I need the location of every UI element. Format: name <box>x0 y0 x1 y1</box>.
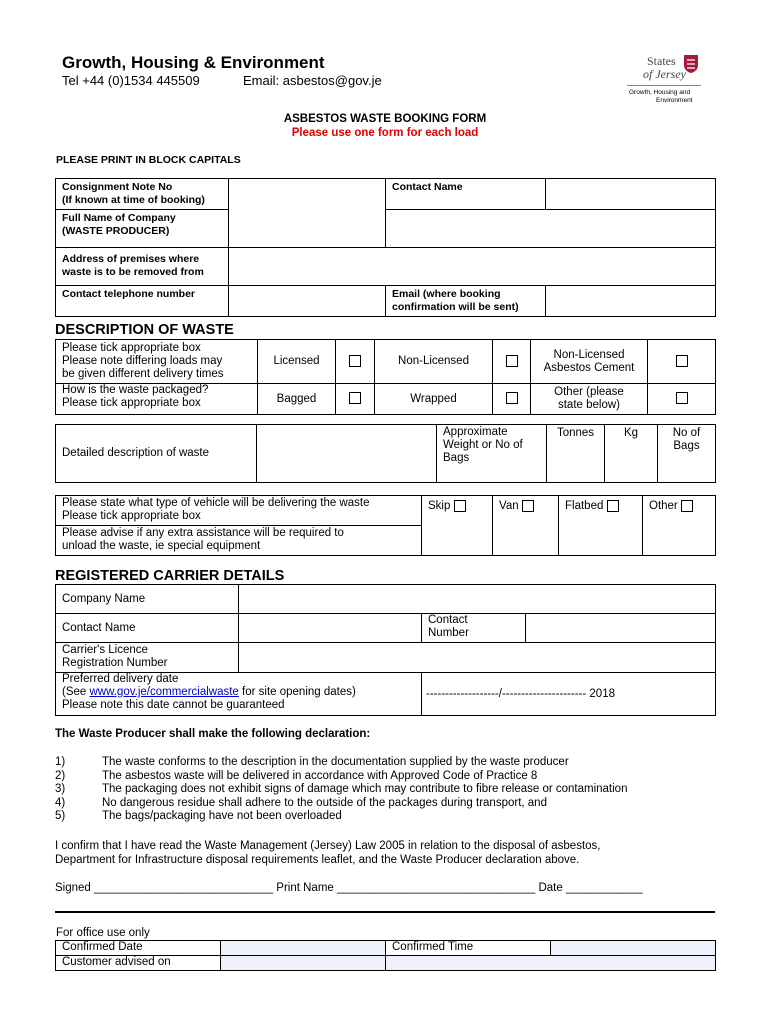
flatbed-option[interactable]: Flatbed <box>559 496 643 556</box>
logo-line2: of Jersey <box>643 67 686 81</box>
checkbox-icon[interactable] <box>506 392 518 404</box>
list-item: 5) The bags/packaging have not been overloaded <box>55 810 342 822</box>
form-title: ASBESTOS WASTE BOOKING FORM <box>283 113 487 125</box>
logo-line1: States <box>647 54 676 68</box>
licensed-checkbox[interactable] <box>336 340 375 384</box>
list-item: 3) The packaging does not exhibit signs of damage which may contribute to fibre release or contamination <box>55 783 628 795</box>
assistance-instructions: Please advise if any extra assistance will be required to unload the waste, ie special equipment <box>56 526 422 556</box>
waste-detail-table <box>55 424 716 483</box>
checkbox-icon[interactable] <box>506 355 518 367</box>
contact-name-label: Contact Name <box>386 179 546 210</box>
logo-sub1: Growth, Housing and <box>629 89 691 96</box>
office-table <box>55 940 716 971</box>
list-item: 2) The asbestos waste will be delivered in accordance with Approved Code of Practice 8 <box>55 769 538 782</box>
licence-label: Carrier's Licence Registration Number <box>56 643 239 673</box>
commercial-waste-link[interactable]: www.gov.je/commercialwaste <box>89 686 239 698</box>
non-licensed-checkbox[interactable] <box>493 340 531 384</box>
consignment-input[interactable] <box>229 179 386 248</box>
declaration-heading: The Waste Producer shall make the following declaration: <box>55 728 371 740</box>
skip-option[interactable]: Skip <box>422 496 493 556</box>
address-input[interactable] <box>229 248 716 286</box>
kg-label[interactable]: Kg <box>605 425 658 483</box>
confirmation-text: I confirm that I have read the Waste Management (Jersey) Law 2005 in relation to the disposal of asbestos, Department for Infrastructure disposal requirements leaflet, and the Waste Producer declaration above. <box>55 840 601 866</box>
confirmed-date-input[interactable] <box>221 941 386 956</box>
email-input[interactable] <box>546 286 716 317</box>
checkbox-icon[interactable] <box>676 392 688 404</box>
detailed-description-input[interactable] <box>257 425 437 483</box>
non-licensed-label: Non-Licensed <box>375 340 493 384</box>
customer-advised-notes[interactable] <box>386 956 716 971</box>
list-item: 1) The waste conforms to the description in the documentation supplied by the waste producer <box>55 756 569 768</box>
bagged-label: Bagged <box>258 384 336 415</box>
packaging-question: How is the waste packaged? Please tick appropriate box <box>56 384 258 415</box>
preferred-date-label: Preferred delivery date (See www.gov.je/commercialwaste for site opening dates) Please note this date cannot be guaranteed <box>56 673 422 716</box>
contact-name-input[interactable] <box>546 179 716 210</box>
logo-sub2: Environment <box>656 97 693 104</box>
crest-icon <box>683 54 699 74</box>
carrier-contact-label: Contact Name <box>56 614 239 643</box>
department-title: Growth, Housing & Environment <box>62 53 325 72</box>
office-use-label: For office use only <box>56 927 150 939</box>
print-note: PLEASE PRINT IN BLOCK CAPITALS <box>56 154 241 166</box>
confirmed-time-label: Confirmed Time <box>386 941 551 956</box>
licensed-label: Licensed <box>258 340 336 384</box>
checkbox-icon[interactable] <box>522 500 534 512</box>
carrier-company-label: Company Name <box>56 585 239 614</box>
other-checkbox[interactable] <box>648 384 716 415</box>
confirmed-time-input[interactable] <box>551 941 716 956</box>
wrapped-checkbox[interactable] <box>493 384 531 415</box>
no-of-bags-label[interactable]: No of Bags <box>658 425 716 483</box>
confirmed-date-label: Confirmed Date <box>56 941 221 956</box>
customer-advised-label: Customer advised on <box>56 956 221 971</box>
email: Email: asbestos@gov.je <box>243 73 382 88</box>
checkbox-icon[interactable] <box>349 355 361 367</box>
vehicle-instructions: Please state what type of vehicle will be delivering the waste Please tick appropriate box <box>56 496 422 526</box>
other-label: Other (please state below) <box>531 384 648 415</box>
waste-type-table <box>55 339 716 415</box>
carrier-company-input[interactable] <box>239 585 716 614</box>
checkbox-icon[interactable] <box>676 355 688 367</box>
company-label: Full Name of Company (WASTE PRODUCER) <box>56 210 229 248</box>
preferred-date-input[interactable]: -------------------/---------------------- 2018 <box>422 673 716 716</box>
form-subtitle: Please use one form for each load <box>291 127 479 139</box>
logo <box>625 52 705 107</box>
declaration-list <box>55 756 715 824</box>
list-item: 4) No dangerous residue shall adhere to the outside of the packages during transport, and <box>55 796 547 809</box>
detailed-description-label: Detailed description of waste <box>56 425 257 483</box>
tonnes-label[interactable]: Tonnes <box>547 425 605 483</box>
checkbox-icon[interactable] <box>454 500 466 512</box>
carrier-table <box>55 584 716 716</box>
wrapped-label: Wrapped <box>375 384 493 415</box>
other-vehicle-option[interactable]: Other <box>643 496 716 556</box>
vehicle-table <box>55 495 716 556</box>
address-label: Address of premises where waste is to be removed from <box>56 248 229 286</box>
consignment-label: Consignment Note No (If known at time of booking) <box>56 179 229 210</box>
licence-input[interactable] <box>239 643 716 673</box>
phone-label: Contact telephone number <box>56 286 229 317</box>
van-option[interactable]: Van <box>493 496 559 556</box>
waste-heading: DESCRIPTION OF WASTE <box>55 322 234 338</box>
email-label: Email (where booking confirmation will be sent) <box>386 286 546 317</box>
carrier-heading: REGISTERED CARRIER DETAILS <box>55 568 285 584</box>
checkbox-icon[interactable] <box>349 392 361 404</box>
checkbox-icon[interactable] <box>607 500 619 512</box>
telephone: Tel +44 (0)1534 445509 <box>62 73 200 88</box>
company-input[interactable] <box>386 210 716 248</box>
bagged-checkbox[interactable] <box>336 384 375 415</box>
phone-input[interactable] <box>229 286 386 317</box>
asbestos-cement-checkbox[interactable] <box>648 340 716 384</box>
carrier-contact-number-input[interactable] <box>526 614 716 643</box>
customer-advised-input[interactable] <box>221 956 386 971</box>
signature-line[interactable]: Signed ____________________________ Print Name _______________________________ Date ____________ <box>55 882 643 894</box>
asbestos-cement-label: Non-Licensed Asbestos Cement <box>531 340 648 384</box>
carrier-contact-number-label: Contact Number <box>422 614 526 643</box>
tick-instructions: Please tick appropriate box Please note differing loads may be given different delivery times <box>56 340 258 384</box>
approx-weight-label: Approximate Weight or No of Bags <box>437 425 547 483</box>
checkbox-icon[interactable] <box>681 500 693 512</box>
divider <box>55 911 715 913</box>
producer-details-table <box>55 178 716 317</box>
carrier-contact-input[interactable] <box>239 614 422 643</box>
